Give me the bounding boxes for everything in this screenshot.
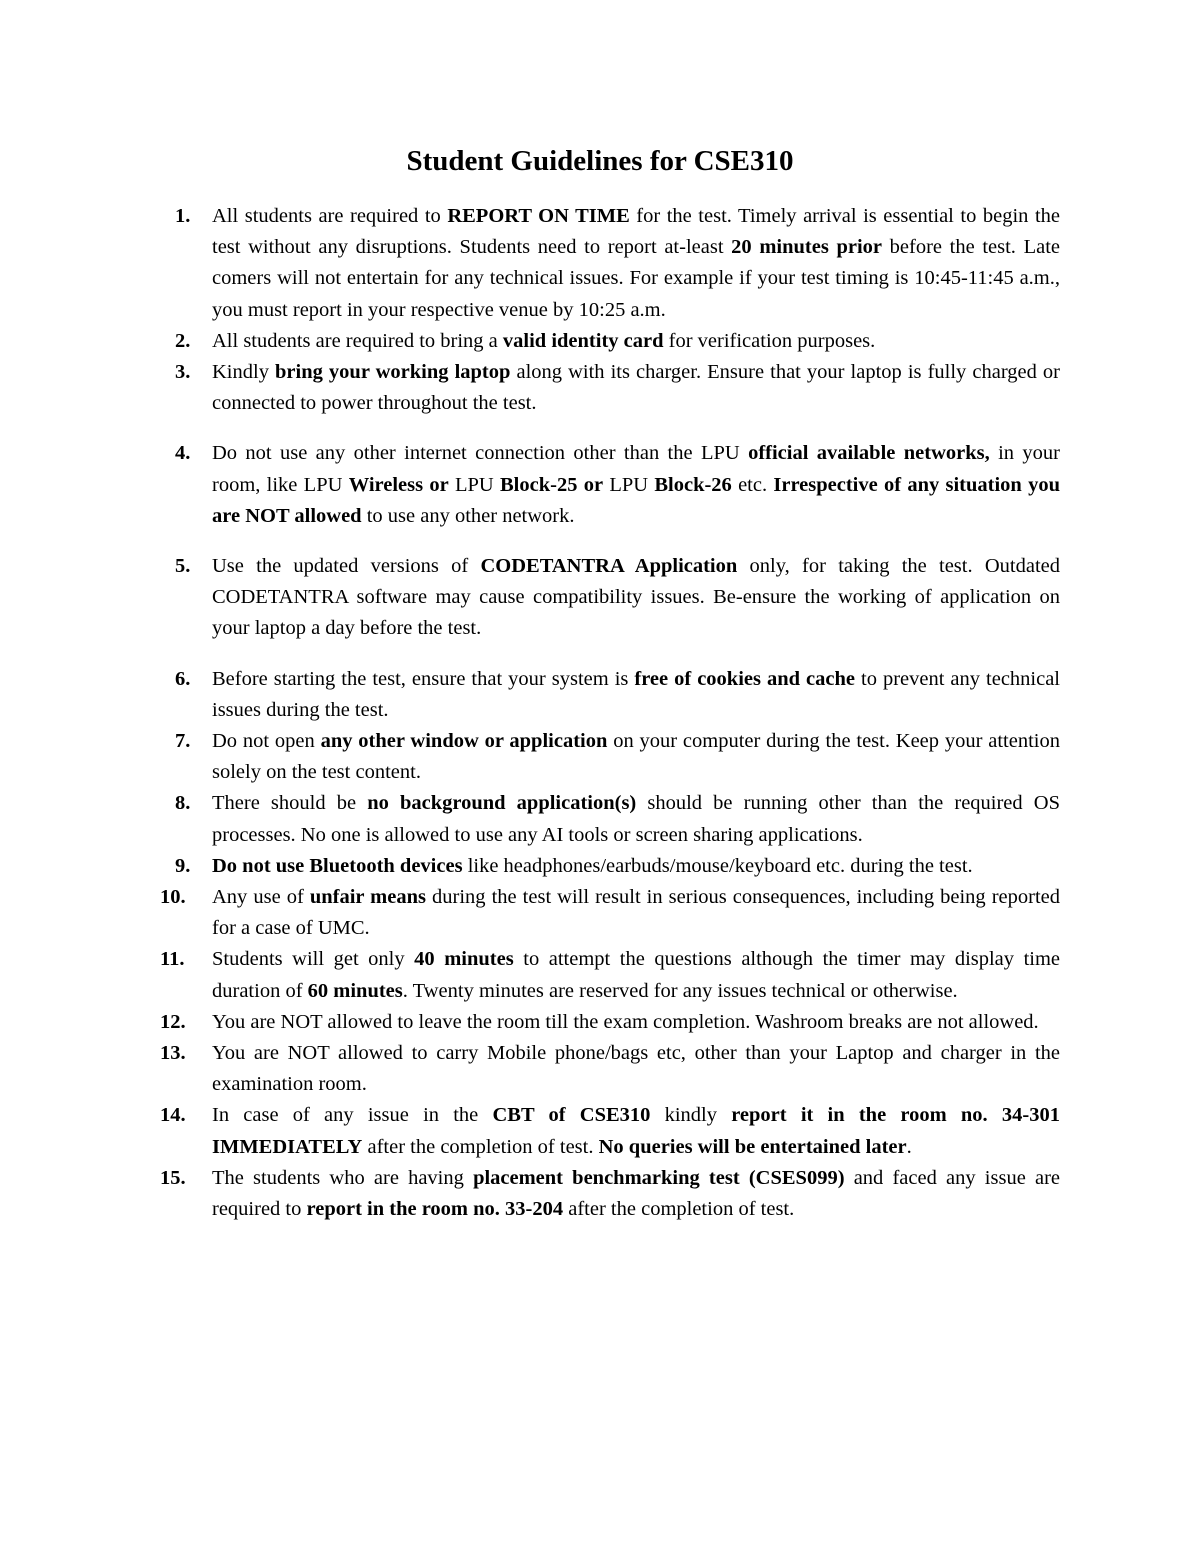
guideline-text: [212, 668, 1060, 721]
text-run: after the completion of test.: [563, 1198, 795, 1221]
guideline-number: 9.: [175, 854, 191, 877]
text-run: In case of any issue in the: [212, 1104, 493, 1127]
guideline-number: 15.: [160, 1166, 186, 1189]
guidelines-list: [160, 201, 1060, 1225]
text-run: The students who are having: [212, 1166, 474, 1189]
bold-text: free of cookies and cache: [634, 667, 855, 690]
text-run: Kindly: [212, 361, 276, 384]
guideline-text: [212, 855, 973, 877]
text-run: Do not use any other internet connection other than the LPU: [212, 442, 749, 465]
bold-text: no background application(s): [367, 792, 637, 815]
bold-text: bring your working laptop: [275, 361, 511, 384]
guideline-text: [212, 1011, 1039, 1033]
text-run: Before starting the test, ensure that your system is: [212, 667, 635, 690]
bold-text: unfair means: [309, 886, 426, 909]
bold-text: Irrespective of any situation you are NOT allowed: [212, 473, 1061, 527]
guideline-item: [160, 882, 1060, 944]
guideline-text: [212, 361, 1060, 414]
guideline-number: 6.: [175, 667, 191, 690]
guideline-number: 5.: [175, 555, 191, 578]
text-run: There should be: [212, 792, 368, 815]
guideline-item: [160, 788, 1060, 850]
guideline-text: [212, 442, 1060, 526]
bold-text: report it in the room no. 34-301 IMMEDIATELY: [212, 1104, 1060, 1158]
guideline-text: [212, 1167, 1060, 1220]
text-run: after the completion of test.: [362, 1135, 599, 1158]
text-run: etc.: [731, 473, 774, 496]
text-run: .: [906, 1135, 912, 1158]
bold-text: Block-26: [654, 473, 732, 496]
text-run: LPU: [448, 473, 500, 496]
guideline-item: [160, 1007, 1060, 1038]
text-run: LPU: [603, 473, 655, 496]
guideline-text: [212, 1042, 1060, 1095]
guideline-number: 4.: [175, 442, 191, 465]
text-run: on your computer during the test. Keep your attention solely on the test content.: [212, 730, 1060, 784]
bold-text: 20 minutes prior: [731, 236, 882, 259]
text-run: to use any other network.: [361, 504, 575, 527]
guideline-item: [160, 664, 1060, 726]
text-run: You are NOT allowed to carry Mobile phone/bags etc, other than your Laptop and charger in the examination room.: [212, 1042, 1060, 1096]
text-run: All students are required to: [212, 205, 448, 227]
bold-text: official available networks,: [748, 442, 990, 465]
guideline-number: 14.: [160, 1104, 186, 1127]
text-run: like headphones/earbuds/mouse/keyboard etc. during the test.: [462, 854, 973, 877]
guideline-text: [212, 330, 875, 352]
guideline-item: [160, 726, 1060, 788]
bold-text: CBT of CSE310: [492, 1104, 651, 1127]
guideline-number: 11.: [160, 948, 185, 971]
bold-text: REPORT ON TIME: [447, 205, 630, 227]
guideline-item: [160, 1100, 1060, 1162]
bold-text: No queries will be entertained later: [598, 1135, 907, 1158]
text-run: before the test. Late comers will not entertain for any technical issues. For example if your test timing is 10:45-11:45 a.m., you must report in your respective venue by 10:25 a.m.: [212, 236, 1060, 321]
bold-text: 60 minutes: [307, 979, 403, 1002]
text-run: All students are required to bring a: [212, 329, 503, 352]
text-run: . Twenty minutes are reserved for any issues technical or otherwise.: [402, 979, 958, 1002]
text-run: along with its charger. Ensure that your laptop is fully charged or connected to power throughout the test.: [212, 361, 1061, 415]
bold-text: placement benchmarking test (CSES099): [473, 1166, 845, 1189]
text-run: in your room, like LPU: [212, 442, 1060, 496]
guideline-item: [160, 201, 1060, 326]
guideline-item: [160, 1038, 1060, 1100]
text-run: Do not open: [212, 730, 321, 753]
text-run: should be running other than the required OS processes. No one is allowed to use any AI tools or screen sharing applications.: [212, 792, 1060, 846]
guideline-item: [160, 944, 1060, 1006]
guideline-text: [212, 1104, 1060, 1157]
bold-text: report in the room no. 33-204: [306, 1198, 564, 1221]
text-run: Use the updated versions of: [212, 555, 481, 578]
guideline-text: [212, 948, 1060, 1001]
guideline-number: 7.: [175, 730, 191, 753]
bold-text: Block-25 or: [500, 473, 604, 496]
bold-text: 40 minutes: [414, 948, 514, 971]
text-run: to prevent any technical issues during the test.: [212, 667, 1061, 721]
guideline-text: [212, 205, 1060, 321]
guideline-item: [160, 326, 1060, 357]
bold-text: Wireless or: [348, 473, 449, 496]
guideline-item: [160, 438, 1060, 532]
bold-text: CODETANTRA Application: [480, 555, 738, 578]
guideline-number: 1.: [175, 205, 191, 227]
text-run: kindly: [650, 1104, 732, 1127]
text-run: to attempt the questions although the timer may display time duration of: [212, 948, 1061, 1002]
guideline-item: [160, 551, 1060, 645]
guideline-number: 13.: [160, 1042, 186, 1065]
guideline-text: [212, 792, 1060, 845]
text-run: only, for taking the test. Outdated CODETANTRA software may cause compatibility issues. Be-ensure the working of application on your laptop a day before the test.: [212, 555, 1060, 640]
guideline-item: [160, 851, 1060, 882]
bold-text: any other window or application: [320, 730, 608, 753]
bold-text: Do not use Bluetooth devices: [212, 854, 463, 877]
bold-text: valid identity card: [502, 329, 664, 352]
guideline-number: 12.: [160, 1010, 186, 1033]
text-run: Any use of: [212, 886, 310, 909]
guideline-text: [212, 886, 1060, 939]
guideline-number: 10.: [160, 886, 186, 909]
text-run: during the test will result in serious consequences, including being reported for a case of UMC.: [212, 886, 1061, 940]
text-run: You are NOT allowed to leave the room till the exam completion. Washroom breaks are not allowed.: [212, 1010, 1039, 1033]
guideline-item: [160, 1163, 1060, 1225]
guideline-item: [160, 357, 1060, 419]
text-run: and faced any issue are required to: [212, 1166, 1060, 1221]
text-run: for verification purposes.: [663, 329, 876, 352]
guideline-number: 2.: [175, 329, 191, 352]
guideline-number: 8.: [175, 792, 191, 815]
text-run: Students will get only: [212, 948, 415, 971]
guideline-text: [212, 730, 1060, 783]
guideline-number: 3.: [175, 361, 191, 384]
guideline-text: [212, 555, 1060, 639]
text-run: for the test. Timely arrival is essential to begin the test without any disruptions. Students need to report at-least: [212, 205, 1060, 259]
document-title: Student Guidelines for CSE310: [406, 145, 794, 177]
